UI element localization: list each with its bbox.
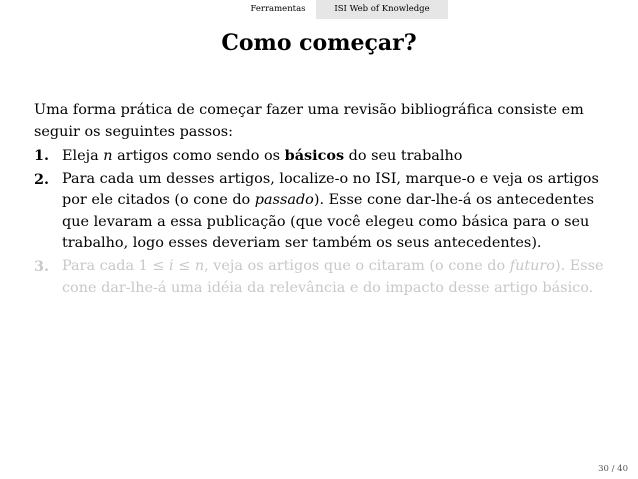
page-number: 30 / 40 xyxy=(598,464,628,474)
nav-tab-isi-web-of-knowledge[interactable]: ISI Web of Knowledge xyxy=(316,0,448,19)
steps-list xyxy=(34,145,614,300)
step-text: artigos como sendo os xyxy=(112,147,285,164)
step-text: ). Esse cone dar-lhe-á uma idéia da relevância e do impacto desse artigo básico. xyxy=(62,258,604,296)
step-text: do seu trabalho xyxy=(344,147,463,164)
step-text: Eleja xyxy=(62,147,104,164)
step-emphasis: n xyxy=(194,258,205,274)
slide-body xyxy=(34,100,614,299)
step-emphasis: n xyxy=(103,147,113,164)
step-text: ). Esse cone dar-lhe-á os antecedentes que levaram a essa publicação (que você elegeu como básica para o seu trabalho, logo esses deveriam ser também os seus antecedentes). xyxy=(62,192,595,251)
step-emphasis: passado xyxy=(254,192,314,208)
step-number: 2. xyxy=(34,170,50,188)
step-number: 3. xyxy=(34,258,50,275)
navbar xyxy=(0,0,638,19)
nav-tab-ferramentas[interactable]: Ferramentas xyxy=(250,4,306,14)
step-text: ≤ xyxy=(173,258,195,274)
intro-paragraph: Uma forma prática de começar fazer uma revisão bibliográfica consiste em seguir os seguintes passos: xyxy=(34,102,584,140)
step-text: , veja os artigos que o citaram (o cone do xyxy=(204,258,510,274)
step-emphasis: i xyxy=(169,258,174,274)
step-number: 1. xyxy=(34,146,50,164)
step-item-2 xyxy=(34,169,614,255)
step-strong: básicos xyxy=(284,146,345,164)
slide-title: Como começar? xyxy=(221,30,417,56)
step-item-1 xyxy=(34,145,614,168)
step-item-3 xyxy=(34,256,614,299)
step-emphasis: futuro xyxy=(509,258,555,274)
step-text: Para cada 1 ≤ xyxy=(62,258,170,274)
step-text: Para cada um desses artigos, localize-o no ISI, marque-o e veja os artigos por ele citados (o cone do xyxy=(62,170,599,208)
